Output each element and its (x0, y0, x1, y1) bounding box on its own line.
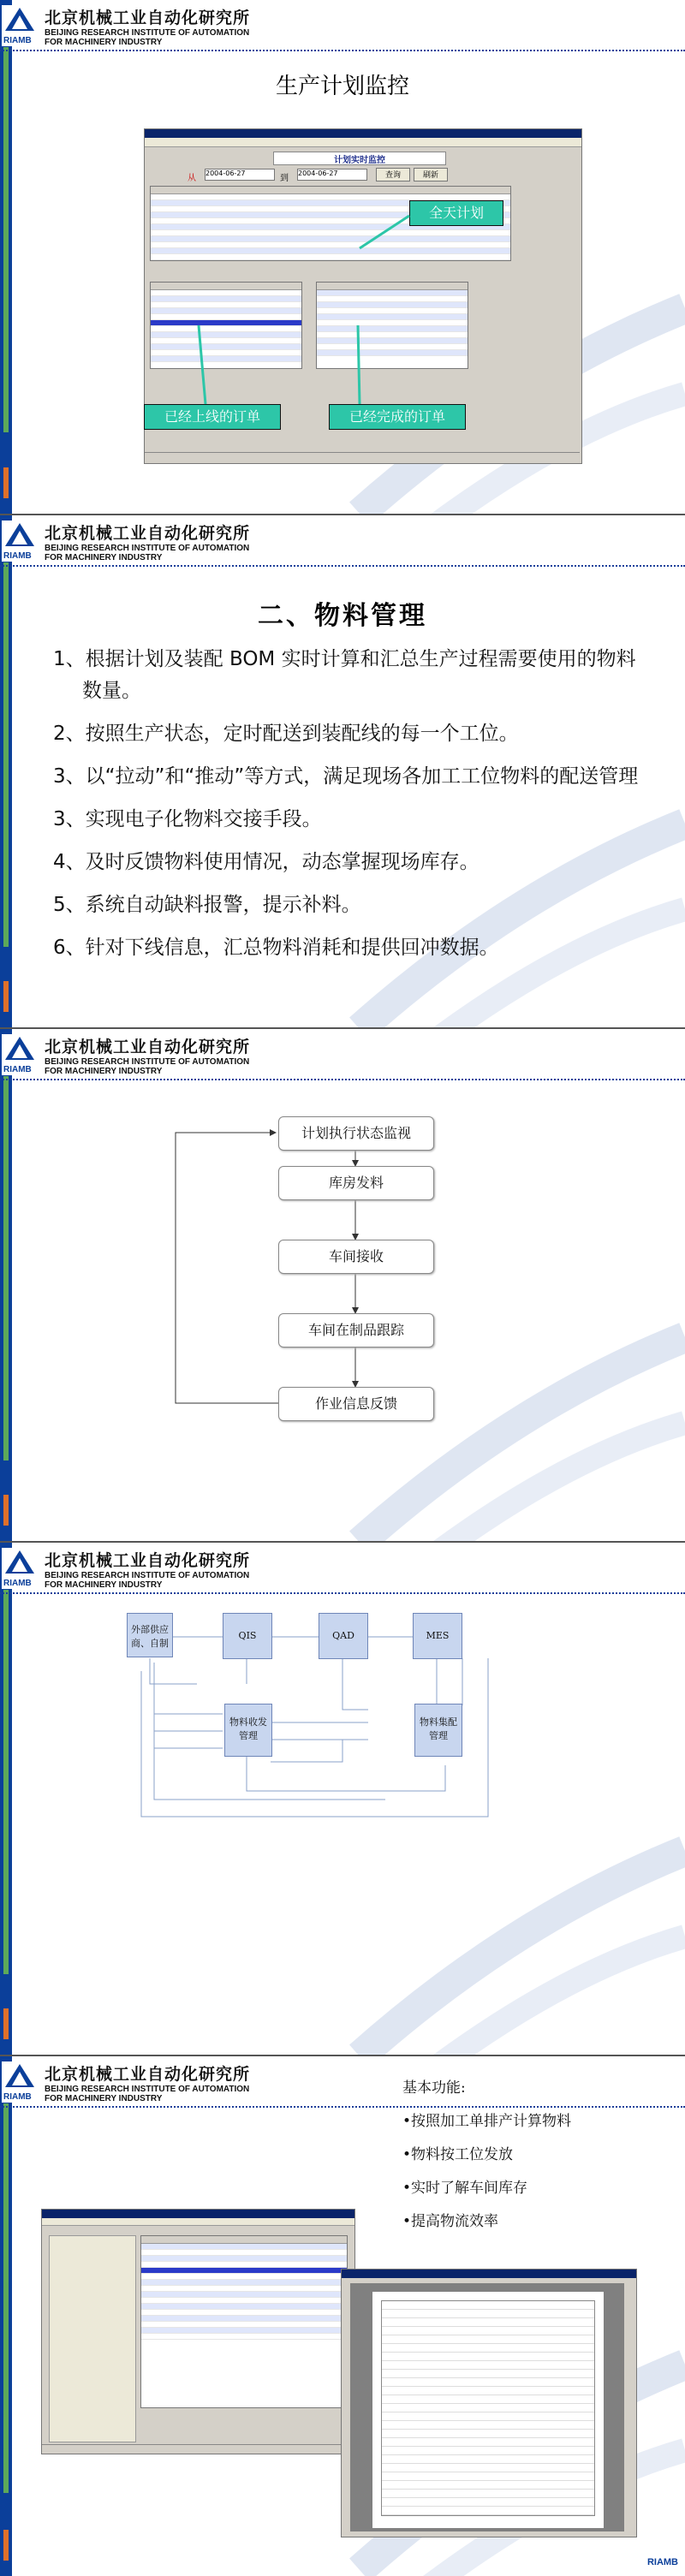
left-accent-bar (0, 2056, 12, 2576)
callout-online-orders: 已经上线的订单 (144, 404, 281, 430)
brand-name-en-2: FOR MACHINERY INDUSTRY (45, 1067, 163, 1076)
left-accent-bar (0, 515, 12, 1027)
brand-name-en-2: FOR MACHINERY INDUSTRY (45, 1580, 163, 1590)
riamb-logo (2, 2061, 38, 2103)
completed-orders-table (316, 282, 468, 369)
slide-5 (0, 2056, 685, 2576)
brand-name-en-2: FOR MACHINERY INDUSTRY (45, 553, 163, 562)
slide-4 (0, 1543, 685, 2055)
flow-step-warehouse-issue: 库房发料 (278, 1166, 434, 1200)
list-item: 4、及时反馈物料使用情况，动态掌握现场库存。 (53, 851, 480, 873)
refresh-button[interactable]: 刷新 (414, 168, 448, 181)
list-item: 3、实现电子化物料交接手段。 (53, 808, 322, 830)
function-item: •物料按工位发放 (402, 2146, 514, 2163)
svg-text:RIAMB: RIAMB (3, 551, 32, 561)
node-qis: QIS (223, 1613, 272, 1659)
query-button[interactable]: 查询 (376, 168, 410, 181)
list-item: 2、按照生产状态，定时配送到装配线的每一个工位。 (53, 723, 519, 745)
node-mes: MES (413, 1613, 462, 1659)
material-grid (140, 2235, 348, 2408)
from-date-input[interactable]: 2004-06-27 (205, 169, 275, 181)
slide-3 (0, 1029, 685, 1541)
to-label: 到 (280, 174, 289, 183)
brand-name-cn: 北京机械工业自动化研究所 (45, 1038, 251, 1056)
svg-text:RIAMB: RIAMB (3, 1065, 32, 1074)
function-item: •实时了解车间库存 (402, 2180, 528, 2197)
riamb-logo (2, 5, 38, 46)
svg-text:RIAMB: RIAMB (3, 2092, 32, 2102)
slide-1 (0, 0, 685, 514)
functions-title: 基本功能: (402, 2079, 466, 2097)
node-material-receive: 物料收发管理 (224, 1704, 272, 1757)
flow-step-workshop-receive: 车间接收 (278, 1240, 434, 1274)
flow-step-feedback: 作业信息反馈 (278, 1387, 434, 1421)
slide-title: 生产计划监控 (275, 74, 409, 99)
brand-name-en-2: FOR MACHINERY INDUSTRY (45, 38, 163, 47)
function-item: •按照加工单排产计算物料 (402, 2113, 572, 2130)
flow-connectors (0, 1029, 685, 1541)
svg-text:RIAMB: RIAMB (3, 1579, 32, 1588)
brand-name-en-1: BEIJING RESEARCH INSTITUTE OF AUTOMATION (45, 544, 250, 553)
function-item: •提高物流效率 (402, 2213, 499, 2230)
brand-name-cn: 北京机械工业自动化研究所 (45, 9, 251, 27)
online-orders-table (150, 282, 302, 369)
brand-name-en-1: BEIJING RESEARCH INSTITUTE OF AUTOMATION (45, 28, 250, 38)
node-material-assembly: 物料集配管理 (414, 1704, 462, 1757)
basic-functions (402, 2075, 571, 2242)
brand-name-cn: 北京机械工业自动化研究所 (45, 2065, 251, 2084)
brand-name-en-1: BEIJING RESEARCH INSTITUTE OF AUTOMATION (45, 2085, 250, 2094)
slide-title: 二、物料管理 (258, 601, 427, 631)
flow-step-wip-tracking: 车间在制品跟踪 (278, 1313, 434, 1347)
list-item: 1、根据计划及装配 BOM 实时计算和汇总生产过程需要使用的物料数量。 (53, 648, 636, 702)
list-item: 6、针对下线信息，汇总物料消耗和提供回冲数据。 (53, 937, 499, 959)
print-page (372, 2292, 604, 2528)
to-date-input[interactable]: 2004-06-27 (297, 169, 367, 181)
node-qad: QAD (319, 1613, 368, 1659)
callout-completed-orders: 已经完成的订单 (329, 404, 466, 430)
material-app-window (41, 2209, 355, 2454)
from-label: 从 (188, 174, 196, 183)
svg-text:RIAMB: RIAMB (3, 36, 32, 45)
brand-name-en-1: BEIJING RESEARCH INSTITUTE OF AUTOMATION (45, 1057, 250, 1067)
list-item: 3、以“拉动”和“推动”等方式，满足现场各加工工位物料的配送管理 (53, 765, 639, 788)
callout-all-day-plan: 全天计划 (409, 200, 503, 226)
brand-name-en-1: BEIJING RESEARCH INSTITUTE OF AUTOMATION (45, 1571, 250, 1580)
brand-name-cn: 北京机械工业自动化研究所 (45, 524, 251, 543)
slide-header (0, 0, 685, 50)
monitor-panel-title: 计划实时监控 (273, 152, 446, 165)
riamb-logo (2, 521, 38, 562)
material-mgmt-list (53, 644, 644, 975)
slide-header (0, 2056, 685, 2106)
node-supplier: 外部供应商、自制 (127, 1613, 173, 1657)
brand-name-en-2: FOR MACHINERY INDUSTRY (45, 2094, 163, 2103)
slide-2 (0, 515, 685, 1027)
slide-header (0, 515, 685, 565)
brand-name-cn: 北京机械工业自动化研究所 (45, 1551, 251, 1570)
list-item: 5、系统自动缺料报警，提示补料。 (53, 894, 361, 916)
flow-step-plan-status: 计划执行状态监视 (278, 1116, 434, 1151)
footer-brand-abbr: RIAMB (646, 2557, 678, 2567)
form-panel (49, 2235, 136, 2442)
print-preview-window (341, 2269, 637, 2537)
